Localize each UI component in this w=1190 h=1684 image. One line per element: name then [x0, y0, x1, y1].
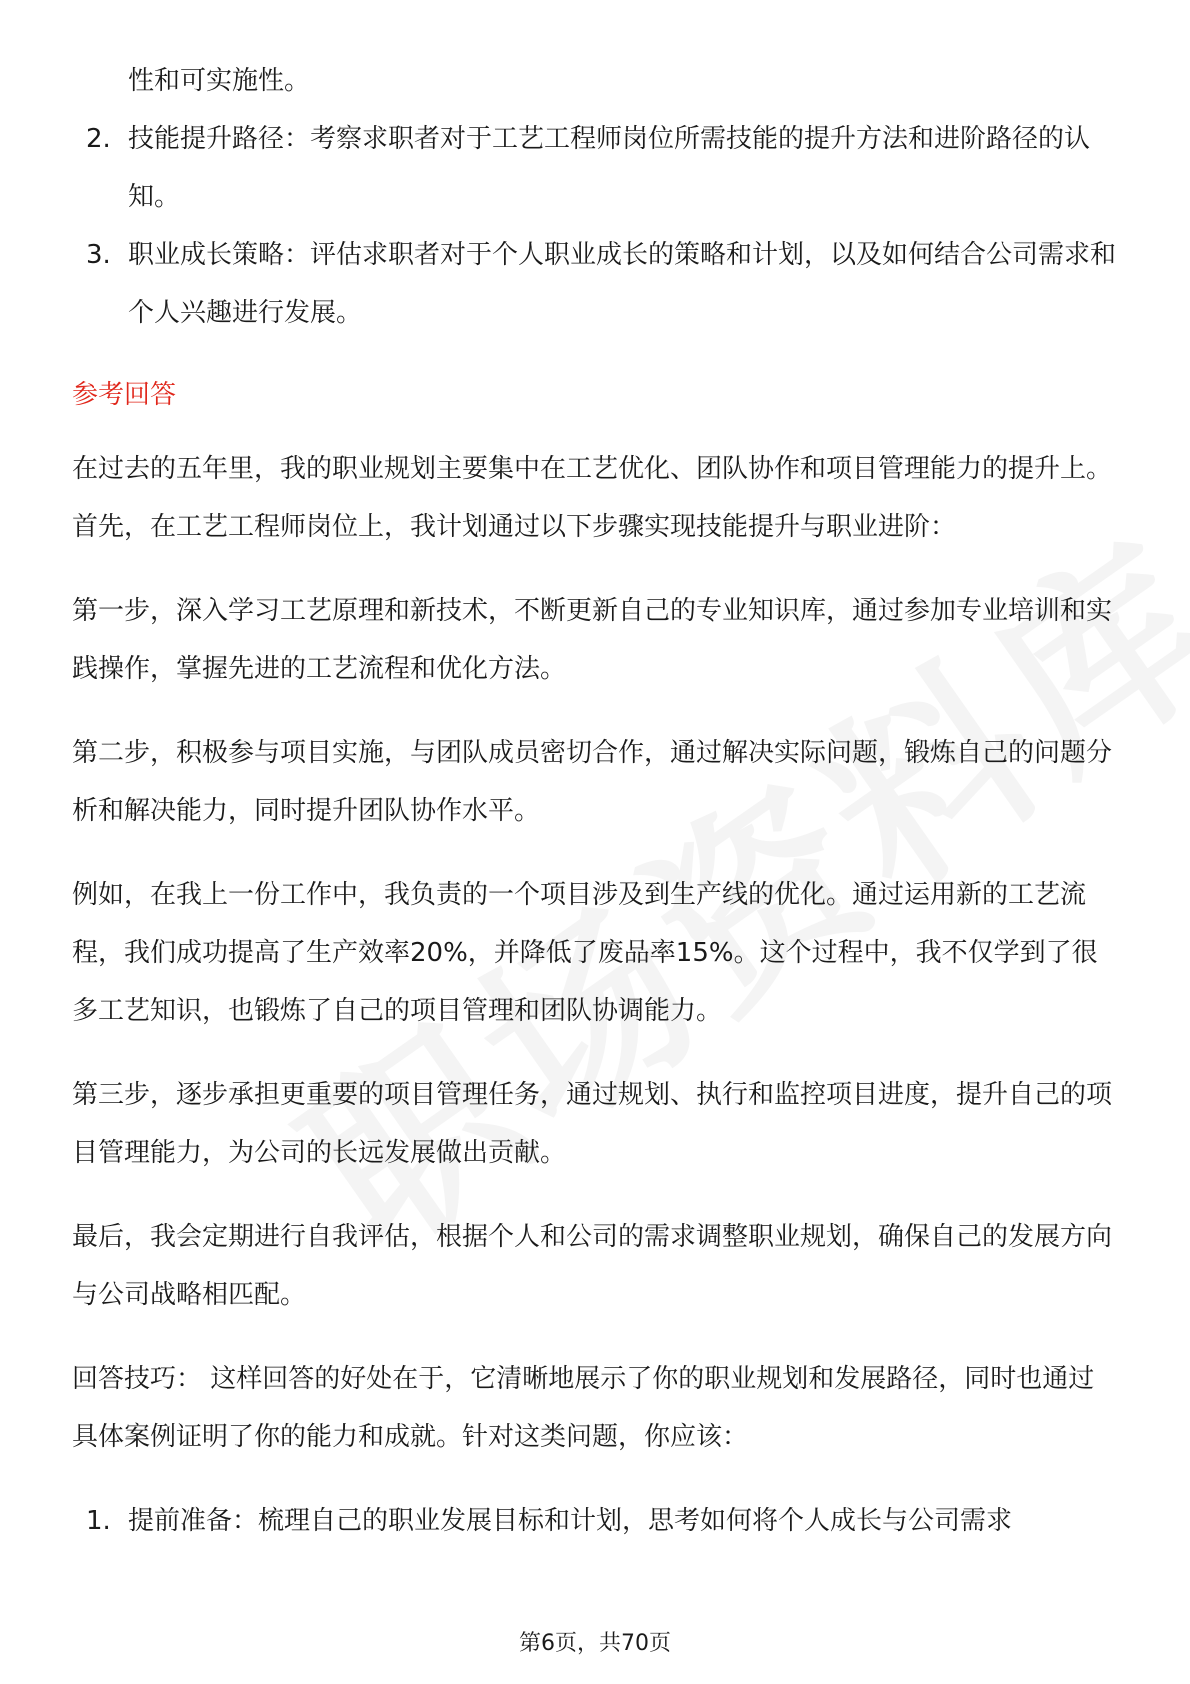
section-title: 参考回答	[72, 380, 177, 410]
paragraph: 最后，我会定期进行自我评估，根据个人和公司的需求调整职业规划，确保自己的发展方向与公司战略相匹配。	[72, 1222, 1113, 1310]
list-number: 3.	[86, 240, 111, 270]
paragraph: 第二步，积极参与项目实施，与团队成员密切合作，通过解决实际问题，锻炼自己的问题分析和解决能力，同时提升团队协作水平。	[72, 738, 1113, 826]
list-item-text: 职业成长策略：评估求职者对于个人职业成长的策略和计划，以及如何结合公司需求和个人兴趣进行发展。	[128, 240, 1117, 328]
list-item	[72, 110, 1118, 226]
criteria-list	[72, 110, 1118, 342]
continued-list-text: 性和可实施性。	[128, 66, 311, 96]
list-number: 2.	[86, 124, 111, 154]
list-item	[72, 226, 1118, 342]
page-footer: 第6页，共70页	[519, 1631, 671, 1656]
list-item-text: 提前准备：梳理自己的职业发展目标和计划，思考如何将个人成长与公司需求	[128, 1506, 1013, 1536]
paragraph: 回答技巧： 这样回答的好处在于，它清晰地展示了你的职业规划和发展路径，同时也通过具体案例证明了你的能力和成就。针对这类问题，你应该：	[72, 1364, 1095, 1452]
list-item-text: 技能提升路径：考察求职者对于工艺工程师岗位所需技能的提升方法和进阶路径的认知。	[128, 124, 1091, 212]
paragraph: 在过去的五年里，我的职业规划主要集中在工艺优化、团队协作和项目管理能力的提升上。首先，在工艺工程师岗位上，我计划通过以下步骤实现技能提升与职业进阶：	[72, 454, 1113, 542]
paragraph: 例如，在我上一份工作中，我负责的一个项目涉及到生产线的优化。通过运用新的工艺流程，我们成功提高了生产效率20%，并降低了废品率15%。这个过程中，我不仅学到了很多工艺知识，也锻炼了自己的项目管理和团队协调能力。	[72, 880, 1098, 1026]
list-number: 1.	[86, 1506, 111, 1536]
tips-list	[72, 1492, 1118, 1550]
list-item	[72, 1492, 1118, 1550]
paragraph: 第三步，逐步承担更重要的项目管理任务，通过规划、执行和监控项目进度，提升自己的项目管理能力，为公司的长远发展做出贡献。	[72, 1080, 1113, 1168]
page-content	[72, 52, 1118, 1550]
paragraph: 第一步，深入学习工艺原理和新技术，不断更新自己的专业知识库，通过参加专业培训和实践操作，掌握先进的工艺流程和优化方法。	[72, 596, 1113, 684]
